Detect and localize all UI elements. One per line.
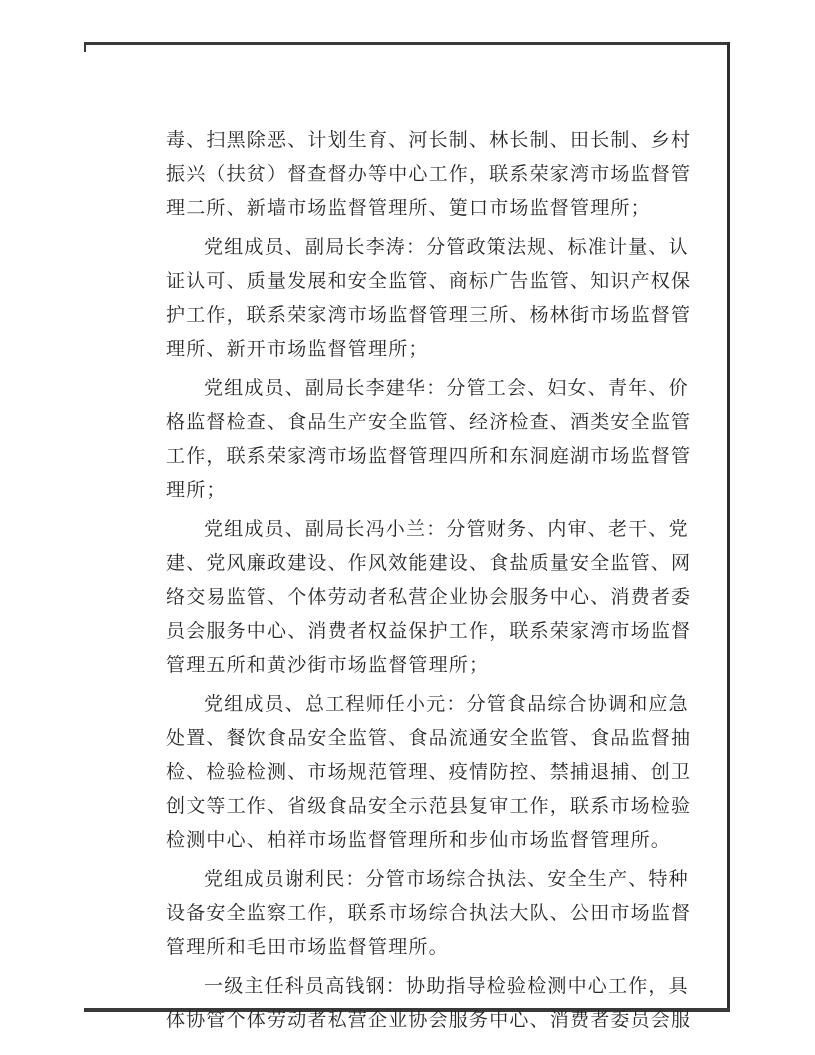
text-line: 检、检验检测、市场规范管理、疫情防控、禁捕退捕、创卫 [166, 761, 692, 783]
text-line: 理二所、新墙市场监督管理所、筻口市场监督管理所； [166, 197, 651, 219]
text-line: 党组成员、副局长李涛：分管政策法规、标准计量、认 [204, 236, 689, 258]
text-line: 党组成员谢利民：分管市场综合执法、安全生产、特种 [204, 868, 689, 890]
paragraph-5 [166, 687, 726, 857]
text-line: 党组成员、副局长冯小兰：分管财务、内审、老干、党 [204, 518, 689, 540]
text-line: 处置、餐饮食品安全监管、食品流通安全监管、食品监督抽 [166, 727, 692, 749]
paragraph-2 [166, 230, 726, 366]
text-line: 设备安全监察工作，联系市场综合执法大队、公田市场监督 [166, 902, 692, 924]
text-line: 一级主任科员高钱钢：协助指导检验检测中心工作，具 [204, 975, 689, 997]
document-page [86, 45, 727, 1031]
text-line: 毒、扫黑除恶、计划生育、河长制、林长制、田长制、乡村 [166, 129, 692, 151]
document-body [166, 123, 726, 1037]
text-line: 管理五所和黄沙街市场监督管理所； [166, 654, 490, 676]
text-line: 格监督检查、食品生产安全监管、经济检查、酒类安全监管 [166, 411, 692, 433]
paragraph-4 [166, 512, 726, 682]
text-line: 理所、新开市场监督管理所； [166, 338, 429, 360]
text-line: 证认可、质量发展和安全监管、商标广告监管、知识产权保 [166, 270, 692, 292]
text-line: 体协管个体劳动者私营企业协会服务中心、消费者委员会服 [166, 1009, 692, 1031]
text-line: 员会服务中心、消费者权益保护工作，联系荣家湾市场监督 [166, 620, 692, 642]
text-line: 管理所和毛田市场监督管理所。 [166, 936, 449, 958]
text-line: 创文等工作、省级食品安全示范县复审工作，联系市场检验 [166, 795, 692, 817]
text-line: 检测中心、柏祥市场监督管理所和步仙市场监督管理所。 [166, 829, 672, 851]
scan-edge-right [727, 42, 730, 1012]
paragraph-7 [166, 969, 726, 1037]
text-line: 工作，联系荣家湾市场监督管理四所和东洞庭湖市场监督管 [166, 445, 692, 467]
text-line: 振兴（扶贫）督查督办等中心工作，联系荣家湾市场监督管 [166, 163, 692, 185]
text-line: 络交易监管、个体劳动者私营企业协会服务中心、消费者委 [166, 586, 692, 608]
text-line: 党组成员、副局长李建华：分管工会、妇女、青年、价 [204, 377, 689, 399]
paragraph-3 [166, 371, 726, 507]
text-line: 护工作，联系荣家湾市场监督管理三所、杨林街市场监督管 [166, 304, 692, 326]
text-line: 建、党风廉政建设、作风效能建设、食盐质量安全监管、网 [166, 552, 692, 574]
text-line: 理所； [166, 479, 227, 501]
paragraph-6 [166, 862, 726, 964]
paragraph-1 [166, 123, 726, 225]
text-line: 党组成员、总工程师任小元：分管食品综合协调和应急 [204, 693, 689, 715]
